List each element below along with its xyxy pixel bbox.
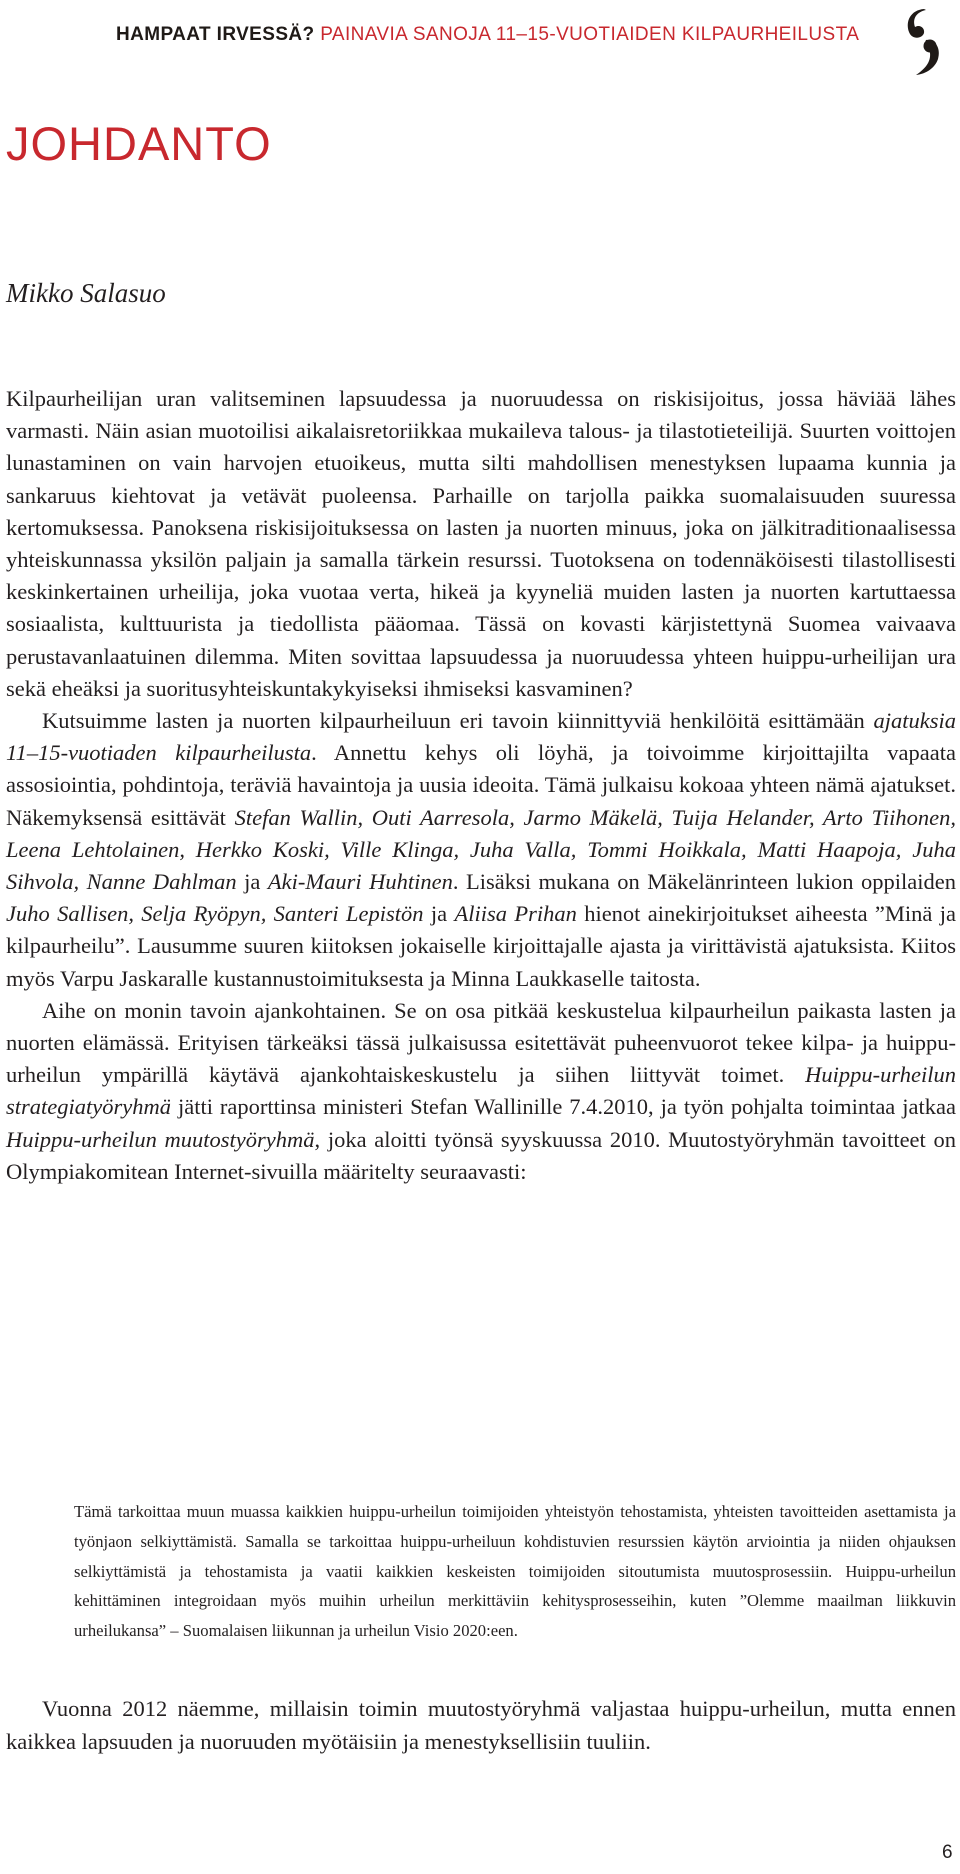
text-run: jätti raporttinsa ministeri Stefan Wallinille 7.4.2010, ja työn pohjalta toimintaa jatkaa	[170, 1094, 956, 1120]
text-run: ja	[423, 901, 455, 927]
italic-run: Huippu-urheilun muutostyöryhmä	[6, 1126, 315, 1152]
italic-run: Stefan Wallin, Outi Aarresola, Jarmo Mäkelä, Tuija Helander, Arto Tiihonen, Leena Lehtolainen, Herkko Koski, Ville Klinga, Juha Valla, Tommi Hoikkala, Matti Haapoja, Juha Sihvola, Nanne Dahlman	[6, 804, 956, 895]
text-run: Kutsuimme lasten ja nuorten kilpaurheiluun eri tavoin kiinnittyviä henkilöitä esittämään	[42, 708, 874, 734]
series-subtitle: PAINAVIA SANOJA 11–15-VUOTIAIDEN KILPAURHEILUSTA	[314, 24, 860, 45]
paragraph-3	[6, 995, 956, 1188]
body-text	[6, 383, 956, 1188]
text-run: Aihe on monin tavoin ajankohtainen. Se on osa pitkää keskustelua kilpaurheilun paikasta lasten ja nuorten elämässä. Erityisen tärkeäksi tässä julkaisussa esitettävät puheenvuorot tekee kilpa- ja huippu-urheilun ympärillä käytävä ajankohtaiskeskustelu ja siihen liittyvät toimet.	[6, 997, 956, 1088]
text-run: . Lisäksi mukana on Mäkelänrinteen lukion oppilaiden	[452, 869, 957, 895]
chapter-title: JOHDANTO	[6, 117, 272, 170]
closing-paragraph: Vuonna 2012 näemme, millaisin toimin muutostyöryhmä valjastaa huippu-urheilun, mutta ennen kaikkea lapsuuden ja nuoruuden myötäisiin ja menestyksellisiin tuuliin.	[6, 1696, 956, 1754]
italic-run: Aliisa Prihan	[454, 901, 577, 927]
text-run: ja	[236, 869, 268, 895]
block-quote: Tämä tarkoittaa muun muassa kaikkien huippu-urheilun toimijoiden yhteistyön tehostamista, yhteisten tavoitteiden asettamista ja työnjaon selkiyttämistä. Samalla se tarkoittaa huippu-urheiluun kohdistuvien resurssien käytön arviointia ja niiden ohjauksen selkiyttämistä ja tehostamista ja vaatii kaikkien keskeisten toimijoiden sitoutumista muutosprosessiin. Huippu-urheilun kehittäminen integroidaan myös muihin urheilun merkittäviin kehitysprosesseihin, kuten ”Olemme maailman liikkuvin urheilukansa” – Suomalaisen liikunnan ja urheilun Visio 2020:een.	[74, 1502, 956, 1641]
text-run: . Annettu kehys oli löyhä, ja toivoimme kirjoittajilta vapaata assosiointia, pohdintoja, teräviä havaintoja ja uusia ideoita. Tämä julkaisu kokoaa yhteen nämä ajatukset. Näkemyksensä esittävät	[6, 740, 956, 830]
running-header	[116, 24, 859, 46]
series-title: HAMPAAT IRVESSÄ?	[116, 24, 315, 45]
italic-run: Juho Sallisen, Selja Ryöpyn, Santeri Lepistön	[6, 901, 424, 927]
text-run: , joka aloitti työnsä syyskuussa 2010. Muutostyöryhmän tavoitteet on Olympiakomitean Internet-sivuilla määritelty seuraavasti:	[6, 1126, 956, 1184]
publisher-logo-icon	[902, 6, 942, 78]
text-run: hienot ainekirjoitukset aiheesta ”Minä ja kilpaurheilu”. Lausumme suuren kiitoksen jokaiselle kirjoittajalle ajasta ja virittävistä ajatuksista. Kiitos myös Varpu Jaskaralle kustannustoimituksesta ja Minna Laukkaselle taitosta.	[6, 901, 956, 991]
italic-run: Huippu-urheilun strategiatyöryhmä	[6, 1062, 956, 1120]
paragraph-1: Kilpaurheilijan uran valitseminen lapsuudessa ja nuoruudessa on riskisijoitus, jossa häviää lähes varmasti. Näin asian muotoilisi aikalaisretoriikkaa mukaileva talous- ja tilastotieteilijä. Suurten voittojen lunastaminen on vain harvojen etuoikeus, mutta silti mahdollisen menestyksen lupaama kunnia ja sankaruus kiehtovat ja vetävät puoleensa. Parhaille on tarjolla paikka suomalaisuuden suuressa kertomuksessa. Panoksena riskisijoituksessa on lasten ja nuorten minuus, joka on jälkitraditionaalisessa yhteiskunnassa yksilön paljain ja samalla tärkein resurssi. Tuotoksena on todennäköisesti tilastollisesti keskinkertainen urheilija, joka vuotaa verta, hikeä ja kyyneliä muiden lasten ja nuorten kartuttaessa sosiaalista, kulttuurista ja tiedollista pääomaa. Tässä on kovasti kärjistettynä Suomea vaivaava perustavanlaatuinen dilemma. Miten sovittaa lapsuudessa ja nuoruudessa yhteen huippu-urheilijan ura sekä eheäksi ja suoritusyhteiskuntakykyiseksi ihmiseksi kasvaminen?	[6, 386, 956, 701]
paragraph-2	[6, 705, 956, 995]
page-number: 6	[942, 1842, 953, 1863]
author-name: Mikko Salasuo	[6, 278, 166, 308]
italic-run: ajatuksia 11–15-vuotiaden kilpaurheilusta	[6, 708, 956, 766]
italic-run: Aki-Mauri Huhtinen	[267, 869, 453, 895]
